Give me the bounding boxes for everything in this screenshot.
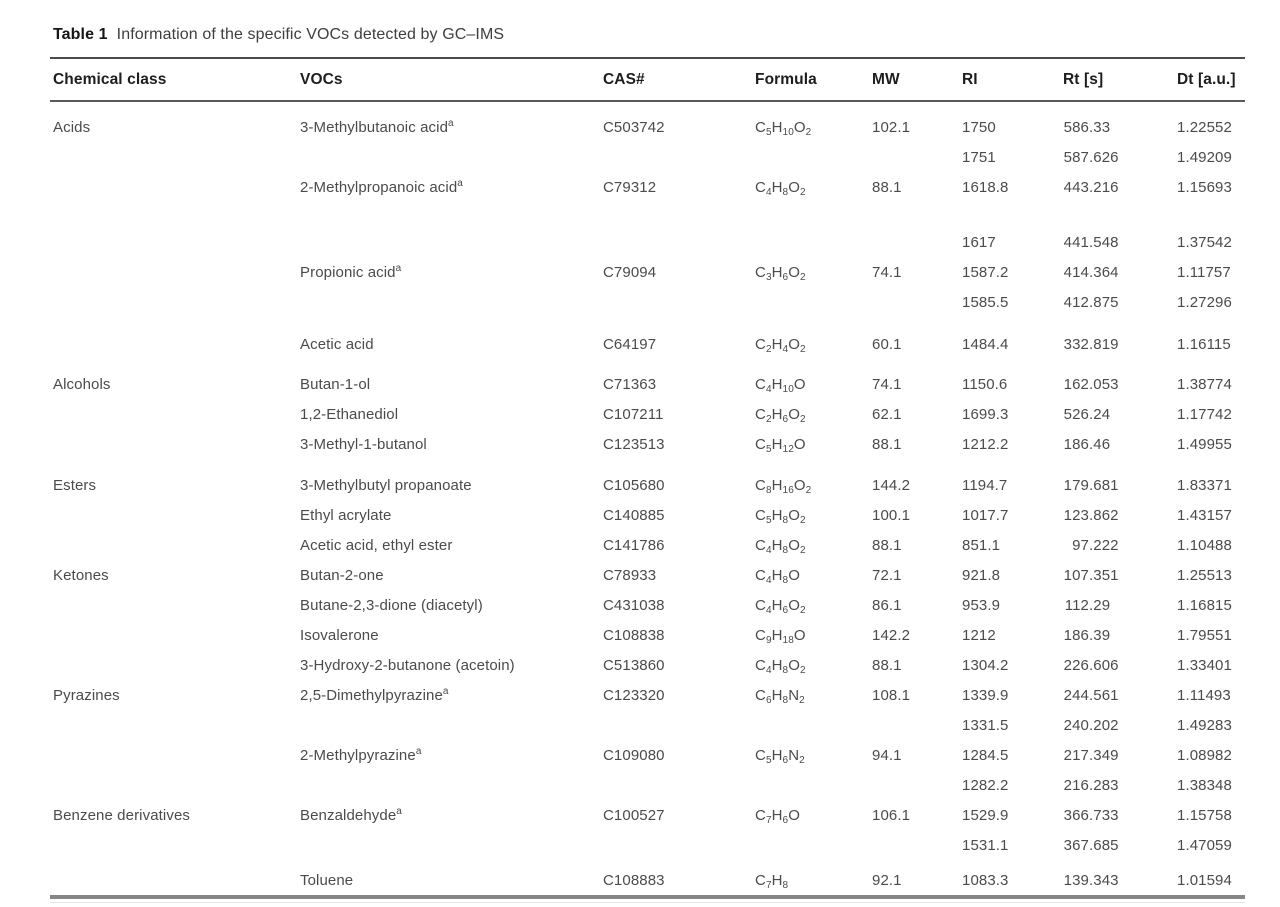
cell-cas bbox=[603, 770, 755, 800]
cell-cas: C108883 bbox=[603, 871, 665, 889]
cell-rt: 587.626 bbox=[1063, 148, 1119, 166]
voc-footnote-marker: a bbox=[395, 262, 402, 274]
cell-cas bbox=[603, 710, 755, 740]
cell-voc bbox=[300, 830, 603, 860]
cell-chemical-class bbox=[50, 590, 300, 620]
cell-voc: Acetic acid, ethyl ester bbox=[300, 536, 453, 554]
cell-rt: 216.283 bbox=[1063, 776, 1119, 794]
cell-cas bbox=[603, 202, 755, 257]
table-row bbox=[50, 399, 1245, 429]
cell-voc: 1,2-Ethanediol bbox=[300, 405, 399, 423]
cell-cas: C71363 bbox=[603, 375, 657, 393]
table-row bbox=[50, 257, 1245, 287]
cell-formula: $C_3H_6O_2$ bbox=[755, 263, 806, 283]
cell-ri: 1194.7 bbox=[962, 476, 1008, 494]
cell-voc: Ethyl acrylate bbox=[300, 506, 392, 524]
voc-footnote-marker: a bbox=[415, 745, 422, 757]
cell-dt: 1.79551 bbox=[1177, 626, 1232, 644]
cell-rt: 226.606 bbox=[1063, 656, 1119, 674]
cell-rt: 240.202 bbox=[1063, 716, 1119, 734]
cell-formula: $C_8H_{16}O_2$ bbox=[755, 476, 812, 496]
cell-voc: Benzaldehyde$^a$ bbox=[300, 805, 402, 824]
cell-formula: $C_4H_6O_2$ bbox=[755, 596, 806, 616]
table-header-row bbox=[50, 58, 1245, 101]
voc-footnote-marker: a bbox=[442, 685, 449, 697]
cell-mw: 88.1 bbox=[872, 536, 902, 554]
cell-mw: 106.1 bbox=[872, 806, 911, 824]
cell-cas: C64197 bbox=[603, 335, 657, 353]
cell-dt: 1.11757 bbox=[1177, 263, 1231, 281]
voc-table-container bbox=[50, 57, 1245, 899]
cell-formula: $C_9H_{18}O$ bbox=[755, 626, 806, 646]
cell-mw: 72.1 bbox=[872, 566, 902, 584]
cell-dt: 1.17742 bbox=[1177, 405, 1232, 423]
cell-mw bbox=[872, 202, 962, 257]
cell-cas bbox=[603, 287, 755, 317]
cell-ri: 1284.5 bbox=[962, 746, 1009, 764]
cell-mw bbox=[872, 710, 962, 740]
cell-voc: Toluene bbox=[300, 871, 354, 889]
cell-ri: 1083.3 bbox=[962, 871, 1009, 889]
cell-cas: C79094 bbox=[603, 263, 657, 281]
cell-chemical-class bbox=[50, 142, 300, 172]
cell-chemical-class bbox=[50, 172, 300, 202]
table-caption-text: Information of the specific VOCs detected by GC–IMS bbox=[116, 26, 505, 43]
cell-ri: 921.8 bbox=[962, 566, 1001, 584]
table-row bbox=[50, 710, 1245, 740]
table-row bbox=[50, 680, 1245, 710]
cell-dt: 1.16115 bbox=[1177, 335, 1231, 353]
cell-cas bbox=[603, 142, 755, 172]
cell-formula: $C_5H_{12}O$ bbox=[755, 435, 806, 455]
cell-rt: 441.548 bbox=[1063, 233, 1119, 251]
cell-voc: Butan-2-one bbox=[300, 566, 384, 584]
cell-voc bbox=[300, 142, 603, 172]
voc-footnote-marker: a bbox=[457, 177, 463, 189]
cell-voc bbox=[300, 287, 603, 317]
cell-rt: 526.24 bbox=[1063, 405, 1111, 423]
cell-dt: 1.15758 bbox=[1177, 806, 1232, 824]
cell-chemical-class bbox=[50, 770, 300, 800]
table-row bbox=[50, 770, 1245, 800]
cell-mw: 62.1 bbox=[872, 405, 902, 423]
cell-rt: 139.343 bbox=[1063, 871, 1119, 889]
cell-voc: Propionic acid$^a$ bbox=[300, 262, 402, 281]
cell-dt: 1.83371 bbox=[1177, 476, 1232, 494]
cell-mw: 88.1 bbox=[872, 656, 902, 674]
cell-rt: 366.733 bbox=[1063, 806, 1119, 824]
cell-dt: 1.27296 bbox=[1177, 293, 1232, 311]
cell-voc: Butan-1-ol bbox=[300, 375, 371, 393]
column-header-ri: RI bbox=[962, 70, 978, 88]
cell-mw: 144.2 bbox=[872, 476, 911, 494]
cell-voc bbox=[300, 770, 603, 800]
cell-rt: 217.349 bbox=[1063, 746, 1119, 764]
cell-rt: 179.681 bbox=[1063, 476, 1119, 494]
cell-cas: C107211 bbox=[603, 405, 664, 423]
cell-formula bbox=[755, 287, 872, 317]
cell-cas: C140885 bbox=[603, 506, 665, 524]
cell-voc: 2,5-Dimethylpyrazine$^a$ bbox=[300, 685, 449, 704]
cell-cas: C78933 bbox=[603, 566, 657, 584]
cell-cas bbox=[603, 830, 755, 860]
cell-chemical-class bbox=[50, 620, 300, 650]
cell-voc: 3-Methylbutanoic acid$^a$ bbox=[300, 117, 454, 136]
cell-dt: 1.43157 bbox=[1177, 506, 1232, 524]
cell-dt: 1.49283 bbox=[1177, 716, 1232, 734]
cell-mw: 108.1 bbox=[872, 686, 911, 704]
cell-ri: 1484.4 bbox=[962, 335, 1009, 353]
cell-chemical-class: Pyrazines bbox=[53, 686, 120, 704]
cell-chemical-class bbox=[50, 650, 300, 680]
cell-rt: 412.875 bbox=[1063, 293, 1119, 311]
cell-mw: 142.2 bbox=[872, 626, 911, 644]
cell-voc: 3-Hydroxy-2-butanone (acetoin) bbox=[300, 656, 515, 674]
cell-cas: C431038 bbox=[603, 596, 665, 614]
cell-rt: 367.685 bbox=[1063, 836, 1119, 854]
table-body bbox=[50, 101, 1245, 895]
cell-dt: 1.25513 bbox=[1177, 566, 1232, 584]
cell-ri: 1212.2 bbox=[962, 435, 1009, 453]
cell-formula: $C_7H_6O$ bbox=[755, 806, 800, 826]
cell-mw bbox=[872, 287, 962, 317]
table-row bbox=[50, 317, 1245, 359]
cell-formula: $C_4H_8O_2$ bbox=[755, 536, 806, 556]
cell-voc: 3-Methyl-1-butanol bbox=[300, 435, 427, 453]
cell-mw: 102.1 bbox=[872, 118, 911, 136]
cell-voc bbox=[300, 710, 603, 740]
table-row bbox=[50, 800, 1245, 830]
cell-mw: 88.1 bbox=[872, 435, 902, 453]
table-caption bbox=[53, 26, 504, 44]
cell-formula: $C_4H_8O$ bbox=[755, 566, 800, 586]
table-row bbox=[50, 101, 1245, 142]
cell-dt: 1.49955 bbox=[1177, 435, 1232, 453]
cell-cas: C100527 bbox=[603, 806, 665, 824]
cell-chemical-class bbox=[50, 399, 300, 429]
cell-ri: 1339.9 bbox=[962, 686, 1009, 704]
cell-voc: 2-Methylpyrazine$^a$ bbox=[300, 745, 422, 764]
table-row bbox=[50, 860, 1245, 895]
cell-formula: $C_4H_8O_2$ bbox=[755, 656, 806, 676]
cell-rt: 414.364 bbox=[1063, 263, 1119, 281]
cell-formula: $C_5H_6N_2$ bbox=[755, 746, 805, 766]
cell-dt: 1.08982 bbox=[1177, 746, 1232, 764]
cell-rt: 123.862 bbox=[1063, 506, 1119, 524]
cell-cas: C108838 bbox=[603, 626, 665, 644]
cell-ri: 1304.2 bbox=[962, 656, 1009, 674]
cell-cas: C123320 bbox=[603, 686, 665, 704]
table-row bbox=[50, 590, 1245, 620]
cell-chemical-class: Alcohols bbox=[53, 375, 111, 393]
cell-ri: 953.9 bbox=[962, 596, 1001, 614]
cell-mw bbox=[872, 830, 962, 860]
cell-chemical-class bbox=[50, 860, 300, 895]
cell-ri: 1531.1 bbox=[962, 836, 1009, 854]
table-row bbox=[50, 202, 1245, 257]
voc-table bbox=[50, 57, 1245, 895]
cell-formula bbox=[755, 710, 872, 740]
cell-ri: 1585.5 bbox=[962, 293, 1009, 311]
cell-formula bbox=[755, 770, 872, 800]
cell-ri: 1617 bbox=[962, 233, 996, 251]
column-header-cas: CAS# bbox=[603, 70, 645, 88]
cell-rt: 112.29 bbox=[1064, 596, 1111, 614]
cell-dt: 1.10488 bbox=[1177, 536, 1232, 554]
cell-dt: 1.38774 bbox=[1177, 375, 1232, 393]
cell-ri: 1699.3 bbox=[962, 405, 1009, 423]
cell-mw: 92.1 bbox=[872, 871, 902, 889]
cell-chemical-class bbox=[50, 317, 300, 359]
cell-dt: 1.49209 bbox=[1177, 148, 1232, 166]
cell-chemical-class: Ketones bbox=[53, 566, 109, 584]
cell-ri: 1017.7 bbox=[962, 506, 1009, 524]
cell-cas: C79312 bbox=[603, 178, 657, 196]
cell-ri: 1331.5 bbox=[962, 716, 1009, 734]
cell-formula: $C_4H_{10}O$ bbox=[755, 375, 806, 395]
voc-footnote-marker: a bbox=[396, 805, 402, 817]
cell-ri: 1618.8 bbox=[962, 178, 1009, 196]
cell-rt: 186.39 bbox=[1063, 626, 1111, 644]
voc-footnote-marker: a bbox=[448, 117, 454, 129]
cell-formula: $C_6H_8N_2$ bbox=[755, 686, 805, 706]
table-row bbox=[50, 459, 1245, 500]
cell-voc: Butane-2,3-dione (diacetyl) bbox=[300, 596, 483, 614]
cell-dt: 1.37542 bbox=[1177, 233, 1232, 251]
cell-mw: 88.1 bbox=[872, 178, 902, 196]
cell-chemical-class bbox=[50, 202, 300, 257]
cell-dt: 1.16815 bbox=[1177, 596, 1232, 614]
cell-rt: 244.561 bbox=[1063, 686, 1119, 704]
cell-dt: 1.01594 bbox=[1177, 871, 1232, 889]
cell-dt: 1.15693 bbox=[1177, 178, 1232, 196]
cell-voc: Isovalerone bbox=[300, 626, 379, 644]
column-header-formula: Formula bbox=[755, 70, 817, 88]
column-header-rt: Rt [s] bbox=[1063, 70, 1104, 88]
table-row bbox=[50, 560, 1245, 590]
cell-voc: Acetic acid bbox=[300, 335, 374, 353]
cell-mw: 100.1 bbox=[872, 506, 911, 524]
cell-ri: 1750 bbox=[962, 118, 996, 136]
table-row bbox=[50, 429, 1245, 459]
cell-cas: C141786 bbox=[603, 536, 665, 554]
cell-dt: 1.33401 bbox=[1177, 656, 1232, 674]
cell-formula bbox=[755, 830, 872, 860]
table-row bbox=[50, 530, 1245, 560]
cell-voc: 2-Methylpropanoic acid$^a$ bbox=[300, 177, 463, 196]
cell-ri: 1212 bbox=[962, 626, 996, 644]
cell-ri: 1751 bbox=[962, 148, 996, 166]
cell-chemical-class bbox=[50, 710, 300, 740]
cell-chemical-class bbox=[50, 530, 300, 560]
cell-chemical-class bbox=[50, 500, 300, 530]
table-row bbox=[50, 142, 1245, 172]
cell-formula bbox=[755, 142, 872, 172]
cell-rt: 162.053 bbox=[1063, 375, 1119, 393]
cell-formula: $C_4H_8O_2$ bbox=[755, 178, 806, 198]
cell-rt: 97.222 bbox=[1072, 536, 1119, 554]
cell-chemical-class bbox=[50, 429, 300, 459]
cell-ri: 1282.2 bbox=[962, 776, 1009, 794]
column-header-voc: VOCs bbox=[300, 70, 343, 88]
cell-dt: 1.11493 bbox=[1177, 686, 1231, 704]
cell-formula: $C_2H_6O_2$ bbox=[755, 405, 806, 425]
cell-chemical-class bbox=[50, 257, 300, 287]
cell-cas: C513860 bbox=[603, 656, 665, 674]
cell-chemical-class bbox=[50, 287, 300, 317]
cell-formula bbox=[755, 202, 872, 257]
column-header-dt: Dt [a.u.] bbox=[1177, 70, 1236, 88]
cell-formula: $C_5H_{10}O_2$ bbox=[755, 118, 812, 138]
scan-artifact-line bbox=[50, 902, 1245, 903]
cell-voc bbox=[300, 202, 603, 257]
cell-chemical-class: Acids bbox=[53, 118, 91, 136]
cell-dt: 1.22552 bbox=[1177, 118, 1232, 136]
cell-cas: C109080 bbox=[603, 746, 665, 764]
cell-dt: 1.38348 bbox=[1177, 776, 1232, 794]
cell-cas: C105680 bbox=[603, 476, 665, 494]
cell-mw: 74.1 bbox=[872, 375, 902, 393]
table-row bbox=[50, 650, 1245, 680]
cell-cas: C123513 bbox=[603, 435, 665, 453]
cell-rt: 186.46 bbox=[1063, 435, 1111, 453]
cell-formula: $C_5H_8O_2$ bbox=[755, 506, 806, 526]
column-header-mw: MW bbox=[872, 70, 900, 88]
cell-chemical-class: Benzene derivatives bbox=[53, 806, 190, 824]
cell-mw: 74.1 bbox=[872, 263, 902, 281]
cell-ri: 1587.2 bbox=[962, 263, 1009, 281]
cell-mw: 86.1 bbox=[872, 596, 902, 614]
cell-rt: 586.33 bbox=[1063, 118, 1111, 136]
cell-mw bbox=[872, 142, 962, 172]
cell-chemical-class: Esters bbox=[53, 476, 97, 494]
table-row bbox=[50, 620, 1245, 650]
cell-ri: 1150.6 bbox=[962, 375, 1008, 393]
cell-voc: 3-Methylbutyl propanoate bbox=[300, 476, 472, 494]
cell-mw: 60.1 bbox=[872, 335, 902, 353]
cell-ri: 1529.9 bbox=[962, 806, 1009, 824]
cell-chemical-class bbox=[50, 830, 300, 860]
table-row bbox=[50, 359, 1245, 399]
cell-rt: 107.351 bbox=[1063, 566, 1119, 584]
table-row bbox=[50, 172, 1245, 202]
cell-rt: 443.216 bbox=[1063, 178, 1119, 196]
table-row bbox=[50, 500, 1245, 530]
cell-formula: $C_2H_4O_2$ bbox=[755, 335, 806, 355]
table-row bbox=[50, 287, 1245, 317]
table-row bbox=[50, 740, 1245, 770]
cell-rt: 332.819 bbox=[1063, 335, 1119, 353]
column-header-cls: Chemical class bbox=[53, 70, 167, 88]
table-caption-label: Table 1 bbox=[53, 26, 108, 43]
cell-mw bbox=[872, 770, 962, 800]
cell-cas: C503742 bbox=[603, 118, 665, 136]
cell-ri: 851.1 bbox=[962, 536, 1001, 554]
cell-dt: 1.47059 bbox=[1177, 836, 1232, 854]
cell-mw: 94.1 bbox=[872, 746, 902, 764]
cell-formula: $C_7H_8$ bbox=[755, 871, 789, 891]
cell-chemical-class bbox=[50, 740, 300, 770]
table-row bbox=[50, 830, 1245, 860]
